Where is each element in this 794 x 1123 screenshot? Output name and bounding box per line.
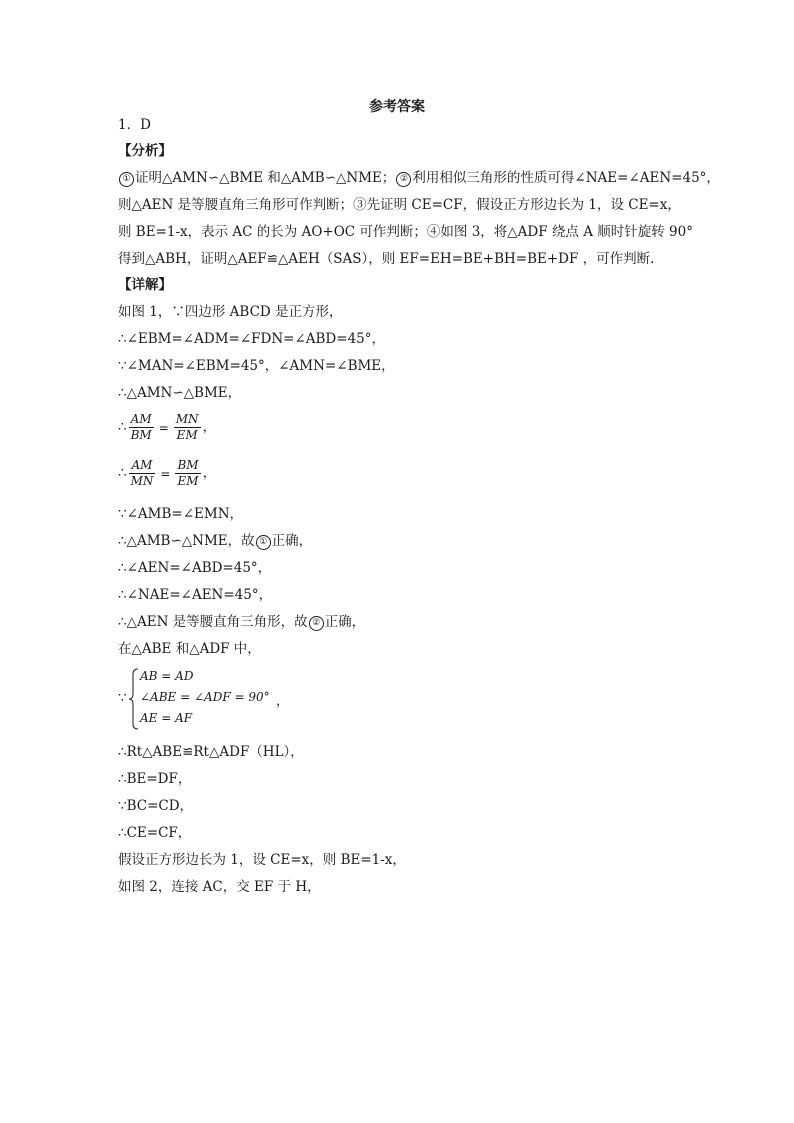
analysis-heading: 【分析】 — [118, 143, 172, 159]
analysis-line-4: 得到△ABH，证明△AEF≌△AEH（SAS），则 EF=EH=BE+BH=BE+DF ，可作判断. — [118, 251, 655, 267]
analysis-text: 证明△AMN∽△BME 和△AMB∽△NME； — [135, 170, 396, 186]
fraction-equation-1: ∴ $\frac{AM}{BM}$ = $\frac{MN}{EM}$ ， — [118, 412, 217, 442]
detail-line: ∵∠AMB=∠EMN， — [118, 506, 244, 522]
detail-line: ∴∠AEN=∠ABD=45°， — [118, 560, 272, 576]
system-rows — [140, 666, 270, 729]
detail-line: ∵BC=CD， — [118, 798, 194, 814]
detail-line: 假设正方形边长为 1，设 CE=x，则 BE=1-x， — [118, 852, 406, 868]
detail-line: ∴△AEN 是等腰直角三角形，故 ② 正确， — [118, 614, 366, 630]
analysis-line-1 — [118, 169, 720, 187]
system-row: AB = AD — [140, 669, 194, 683]
therefore-symbol: ∴ — [118, 419, 127, 435]
fraction: $\frac{MN}{EM}$ — [175, 412, 199, 442]
analysis-line-3: 则 BE=1-x，表示 AC 的长为 AO+OC 可作判断；④如图 3，将△ADF 绕点 A 顺时针旋转 90° — [118, 224, 693, 240]
circled-number: ① — [119, 172, 134, 187]
left-brace-icon — [128, 668, 140, 730]
because-symbol: ∵ — [118, 690, 127, 706]
circled-number: ② — [309, 616, 324, 631]
system-row: ∠ABE = ∠ADF = 90° — [140, 690, 270, 704]
detail-line: ∴Rt△ABE≌Rt△ADF（HL）， — [118, 744, 304, 760]
detail-line: ∵∠MAN=∠EBM=45°，∠AMN=∠BME， — [118, 358, 395, 374]
detail-line: 如图 2，连接 AC，交 EF 于 H， — [118, 879, 321, 895]
fraction: $\frac{BM}{EM}$ — [177, 458, 199, 488]
detail-line: ∴∠NAE=∠AEN=45°， — [118, 587, 273, 603]
therefore-symbol: ∴ — [118, 465, 127, 481]
answer-line: 1．D — [118, 117, 151, 133]
circled-number: ① — [256, 535, 271, 550]
page-title: 参考答案 — [369, 99, 425, 115]
detail-line: ∴△AMB∽△NME，故 ① 正确， — [118, 533, 313, 549]
detail-line: ∴CE=CF， — [118, 825, 192, 841]
analysis-text: 利用相似三角形的性质可得∠NAE=∠AEN=45°， — [412, 170, 720, 186]
detail-heading: 【详解】 — [118, 277, 172, 293]
detail-line: 在△ABE 和△ADF 中， — [118, 641, 261, 657]
detail-line: ∴BE=DF， — [118, 771, 192, 787]
fraction-equation-2: ∴ $\frac{AM}{MN}$ = $\frac{BM}{EM}$ ， — [118, 458, 217, 488]
fraction: $\frac{AM}{MN}$ — [130, 458, 154, 488]
system-row: AE = AF — [140, 711, 193, 725]
analysis-line-2: 则△AEN 是等腰直角三角形可作判断；③先证明 CE=CF，假设正方形边长为 1，设 CE=x， — [118, 197, 681, 213]
document-page: 参考答案 1．D 【分析】 ① 证明△AMN∽△BME 和△AMB∽△NME； ② 利用相似三角形的性质可得∠NAE=∠AEN=45°， 则△AEN 是等腰直角三角形可作判断；③先证明 CE=CF，假设正方形边长为 1，设 CE=x， 则 BE=1-x，表示 AC 的长为 AO+OC 可作判断；④如图 3，将△ADF 绕点 A 顺时针旋转 90° 得到△ABH，证明△AEF≌△AEH（SAS），则 EF=EH=BE+BH=BE+DF ，可作判断. 【详解】 如图 1，∵四边形 ABCD 是正方形， ∴∠EBM=∠ADM=∠FDN=∠ABD=45°， ∵∠MAN=∠EBM=45°，∠AMN=∠BME， ∴△AMN∽△BME， ∴ $\frac{AM}{BM}$ = $\frac{MN}{EM}$ ， ∴ $\frac{AM}{MN}$ = $\frac{BM}{EM}$ ， ∵∠AMB=∠EMN， ∴△AMB∽△NME，故 ① 正确， ∴∠AEN=∠ABD=45°， ∴∠NAE=∠AEN=45°， ∴△AEN 是等腰直角三角形，故 ② 正确， 在△ABE 和△ADF 中， ∵ AB = AD ∠ABE = ∠ADF = 90° AE = AF ， ∴Rt△ABE≌Rt△ADF（HL）， ∴BE=DF， ∵BC=CD， ∴CE=CF， 假设正方形边长为 1，设 CE=x，则 BE=1-x， 如图 2，连接 AC，交 EF 于 H， — [0, 0, 794, 1123]
detail-line: ∴△AMN∽△BME， — [118, 385, 242, 401]
circled-number: ② — [396, 172, 411, 187]
fraction: $\frac{AM}{BM}$ — [130, 412, 152, 442]
detail-line: 如图 1，∵四边形 ABCD 是正方形， — [118, 304, 343, 320]
detail-line: ∴∠EBM=∠ADM=∠FDN=∠ABD=45°， — [118, 331, 386, 347]
